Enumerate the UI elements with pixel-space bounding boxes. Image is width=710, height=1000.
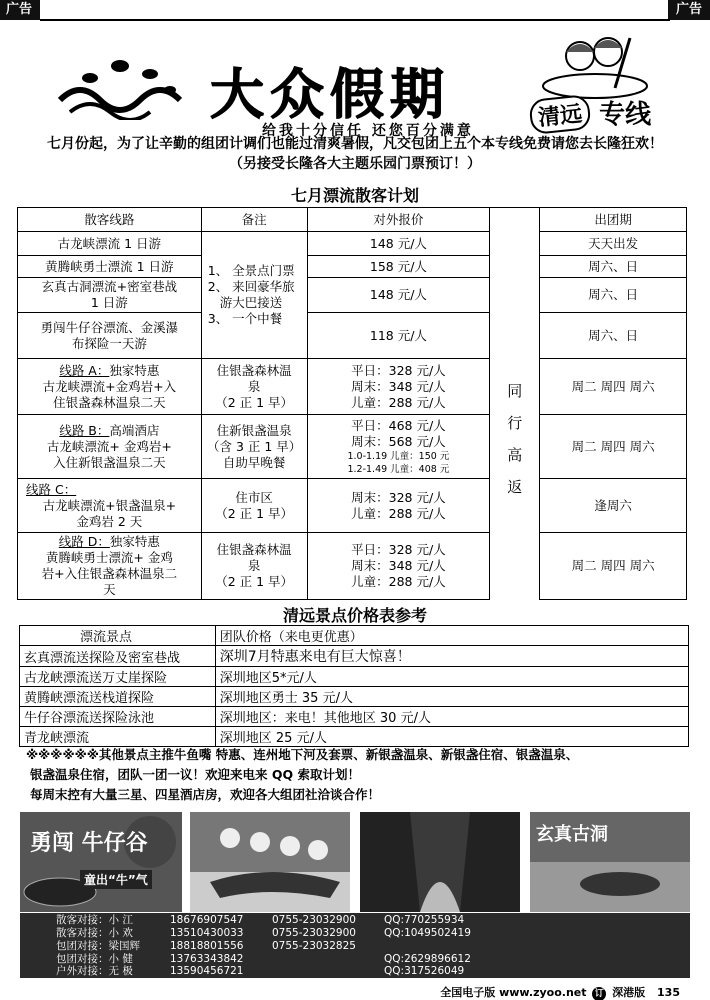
note-line: 住银盏森林温 [216, 362, 292, 378]
rafting-plan-table [17, 207, 687, 600]
price-cell: 深圳7月特惠来电有巨大惊喜！ [215, 646, 688, 667]
photo-caption: 勇闯 牛仔谷 [30, 831, 148, 856]
brand-suffix: 专线 [599, 100, 652, 130]
table-row [18, 415, 687, 479]
tongxing-char: 同 [507, 381, 523, 400]
notes-block [26, 745, 685, 805]
contact-role: 包团对接：小 健 [56, 953, 133, 965]
route-line: 古龙峡漂流+银盏温泉+ [42, 497, 177, 513]
route-cell [18, 533, 202, 600]
note-line: 自助早晚餐 [222, 454, 286, 470]
note-line: （含 3 正 1 早） [206, 438, 302, 454]
price-ref-title: 清远景点价格表参考 [282, 606, 427, 625]
spot-cell: 黄腾峡漂流送栈道探险 [20, 687, 216, 707]
date-cell: 周二 周四 周六 [540, 359, 687, 415]
route-line: 天 [103, 582, 116, 597]
contact-mobile: 18818801556 [170, 940, 244, 952]
route-line: 勇闯牛仔谷漂流、金溪瀑 [40, 319, 179, 335]
spot-header: 漂流景点 [20, 626, 216, 646]
photo-rafting-team [190, 812, 350, 912]
header-price: 对外报价 [307, 208, 490, 232]
brand-area: 清远 [528, 94, 591, 135]
note-line: （2 正 1 早） [215, 574, 294, 589]
tongxing-column [490, 208, 540, 600]
photo-gorge [360, 812, 520, 912]
ad-label-left: 广告 [0, 0, 40, 20]
route-line: 住银盏森林温泉二天 [53, 394, 166, 410]
route-line: 入住新银盏温泉二天 [53, 454, 166, 470]
price-line-small: 1.0-1.19 儿童：150 元 [347, 450, 450, 462]
date-cell: 天天出发 [540, 232, 687, 256]
contact-qq: QQ:770255934 [384, 914, 465, 926]
intro-text: 七月份起，为了让辛勤的组团计调们也能过清爽暑假，凡交包团上五个本专线免费请您去长隆狂欢！（另接受长隆各大主题乐园门票预订！） [47, 136, 663, 172]
note-line: 住银盏森林温 [216, 542, 292, 557]
table-row [20, 646, 689, 667]
route-line: 古龙峡漂流+金鸡岩+入 [42, 378, 177, 394]
price-line: 周末：568 元/人 [351, 433, 446, 449]
contact-mobile: 13510430033 [170, 927, 244, 939]
spot-cell: 古龙峡漂流送万丈崖探险 [20, 667, 216, 687]
price-cell [307, 479, 490, 533]
line-title: 线路 C： [26, 481, 77, 497]
price-line: 周末：328 元/人 [351, 489, 446, 505]
price-cell: 深圳地区5*元/人 [215, 667, 688, 687]
line-title: 线路 D： [58, 534, 110, 549]
date-cell: 周六、日 [540, 256, 687, 278]
date-cell: 周二 周四 周六 [540, 415, 687, 479]
contact-row [20, 965, 690, 978]
contact-block [20, 913, 690, 978]
price-line: 儿童：288 元/人 [351, 574, 446, 589]
price-cell: 深圳地区：来电！其他地区 30 元/人 [215, 707, 688, 727]
price-line: 平日：328 元/人 [351, 542, 446, 557]
route-line: 布探险一天游 [71, 335, 147, 351]
brand-slogan: 给我十分信任 还您百分满意 [262, 123, 474, 139]
photo-xuanzhen [530, 812, 690, 912]
spot-cell: 玄真漂流送探险及密室巷战 [20, 646, 216, 667]
line-title: 线路 A： [59, 362, 110, 378]
header-note: 备注 [201, 208, 307, 232]
footer-edition: 深港版 [612, 986, 646, 999]
price-cell [307, 533, 490, 600]
price-line-small: 1.2-1.49 儿童：408 元 [347, 463, 450, 475]
price-line: 周末：348 元/人 [351, 558, 446, 573]
note-line: 泉 [247, 558, 261, 573]
tongxing-char: 返 [507, 477, 523, 496]
footer-site: 全国电子版 www.zyoo.net [440, 986, 587, 999]
note-line: 2、 来回豪华旅 [207, 279, 295, 294]
price-line: 儿童：288 元/人 [351, 394, 446, 410]
photo-caption: 玄真古洞 [536, 824, 608, 845]
page-footer [440, 984, 680, 1000]
price-line: 平日：328 元/人 [351, 362, 446, 378]
contact-qq: QQ:317526049 [384, 965, 465, 977]
brand-subtitle [530, 94, 651, 132]
note-line: 每周末控有大量三星、四星酒店房，欢迎各大组团社洽谈合作！ [30, 787, 381, 802]
note-line: 3、 一个中餐 [207, 311, 283, 326]
route-cell: 古龙峡漂流 1 日游 [18, 232, 202, 256]
route-cell [18, 278, 202, 313]
ad-label-right: 广告 [668, 0, 710, 20]
route-line: 黄腾峡勇士漂流+ 金鸡 [45, 550, 173, 565]
table-row [18, 256, 687, 278]
price-cell: 148 元/人 [307, 278, 490, 313]
table-row [20, 687, 689, 707]
price-cell: 深圳地区勇士 35 元/人 [215, 687, 688, 707]
note-line: （2 正 1 早） [215, 505, 294, 521]
photo-slogan: 童出“牛”气 [80, 870, 152, 889]
table-row [18, 359, 687, 415]
price-line: 平日：468 元/人 [351, 417, 446, 433]
shared-note-cell [201, 232, 307, 359]
route-line: 金鸡岩 2 天 [76, 513, 143, 529]
photo-strip [20, 812, 690, 912]
contact-mobile: 13590456721 [170, 965, 244, 977]
price-header: 团队价格（来电更优惠） [215, 626, 688, 646]
note-cell [201, 533, 307, 600]
line-title-rest: 高端酒店 [109, 422, 160, 438]
footer-badge: 订 [592, 987, 606, 1000]
contact-tel: 0755-23032900 [272, 914, 356, 926]
spot-cell: 青龙峡漂流 [20, 727, 216, 747]
contact-role: 散客对接：小 欢 [56, 927, 133, 939]
page-number: 135 [657, 986, 680, 999]
note-line: 住新银盏温泉 [216, 422, 292, 438]
wave-logo-icon [50, 50, 190, 120]
note-cell [201, 415, 307, 479]
price-cell [307, 359, 490, 415]
header-route: 散客线路 [18, 208, 202, 232]
line-title-rest: 独家特惠 [109, 362, 160, 378]
price-cell: 158 元/人 [307, 256, 490, 278]
date-cell: 周六、日 [540, 278, 687, 313]
contact-role: 包团对接：梁国辉 [56, 940, 140, 952]
spot-cell: 牛仔谷漂流送探险泳池 [20, 707, 216, 727]
note-cell [201, 359, 307, 415]
rafting-crew-icon [190, 812, 350, 912]
tongxing-char: 行 [507, 413, 523, 432]
table-row [20, 667, 689, 687]
table-row [20, 707, 689, 727]
rafting-mascot-icon [540, 28, 650, 100]
photo-niuzaigu [20, 812, 182, 912]
contact-role: 散客对接：小 江 [56, 914, 133, 926]
note-cell [201, 479, 307, 533]
note-line: 银盏温泉住宿，团队一团一议！欢迎来电来 QQ 索取计划！ [30, 767, 360, 782]
note-line: 泉 [247, 378, 261, 394]
date-cell: 周二 周四 周六 [540, 533, 687, 600]
note-line: ※※※※※※其他景点主推牛鱼嘴 特惠、连州地下河及套票、新银盏温泉、新银盏住宿、银盏温泉、 [26, 747, 579, 762]
route-line: 玄真古洞漂流+密室巷战 [41, 279, 178, 294]
price-ref-table [19, 625, 689, 747]
contact-mobile: 13763343842 [170, 953, 244, 965]
route-cell [18, 313, 202, 359]
contact-tel: 0755-23032825 [272, 940, 356, 952]
note-line: 住市区 [235, 489, 273, 505]
price-line: 儿童：288 元/人 [351, 505, 446, 521]
contact-row [20, 914, 690, 927]
contact-qq: QQ:2629896612 [384, 953, 471, 965]
note-line: 1、 全景点门票 [207, 263, 295, 278]
route-cell [18, 359, 202, 415]
line-title: 线路 B： [59, 422, 110, 438]
price-line: 周末：348 元/人 [351, 378, 446, 394]
table-row [20, 727, 689, 747]
route-cell [18, 479, 202, 533]
contact-qq: QQ:1049502419 [384, 927, 471, 939]
price-cell: 118 元/人 [307, 313, 490, 359]
date-cell: 周六、日 [540, 313, 687, 359]
route-line: 古龙峡漂流+ 金鸡岩+ [46, 438, 172, 454]
date-cell: 逢周六 [540, 479, 687, 533]
route-cell [18, 415, 202, 479]
tongxing-char: 高 [507, 445, 523, 464]
note-line: （2 正 1 早） [215, 394, 294, 410]
table-row [18, 479, 687, 533]
contact-role: 户外对接：无 极 [56, 965, 133, 977]
route-line: 岩+入住银盏森林温泉二 [41, 566, 178, 581]
gorge-river-icon [360, 812, 520, 912]
table-row [18, 232, 687, 256]
price-cell [307, 415, 490, 479]
brand-banner [40, 22, 680, 139]
top-rule [40, 19, 670, 21]
plan-title: 七月漂流散客计划 [290, 186, 419, 205]
table-row [18, 313, 687, 359]
contact-tel: 0755-23032900 [272, 927, 356, 939]
table-row [18, 278, 687, 313]
line-title-rest: 独家特惠 [109, 534, 160, 549]
table-row [20, 626, 689, 646]
price-cell: 148 元/人 [307, 232, 490, 256]
route-line: 1 日游 [90, 295, 128, 310]
contact-row [20, 927, 690, 940]
contact-row [20, 940, 690, 953]
header-date: 出团期 [540, 208, 687, 232]
route-cell: 黄腾峡勇士漂流 1 日游 [18, 256, 202, 278]
contact-mobile: 18676907547 [170, 914, 244, 926]
note-line: 游大巴接送 [219, 295, 283, 310]
brand-title: 大众假期 [210, 62, 450, 126]
price-cell: 深圳地区 25 元/人 [215, 727, 688, 747]
table-row [18, 533, 687, 600]
